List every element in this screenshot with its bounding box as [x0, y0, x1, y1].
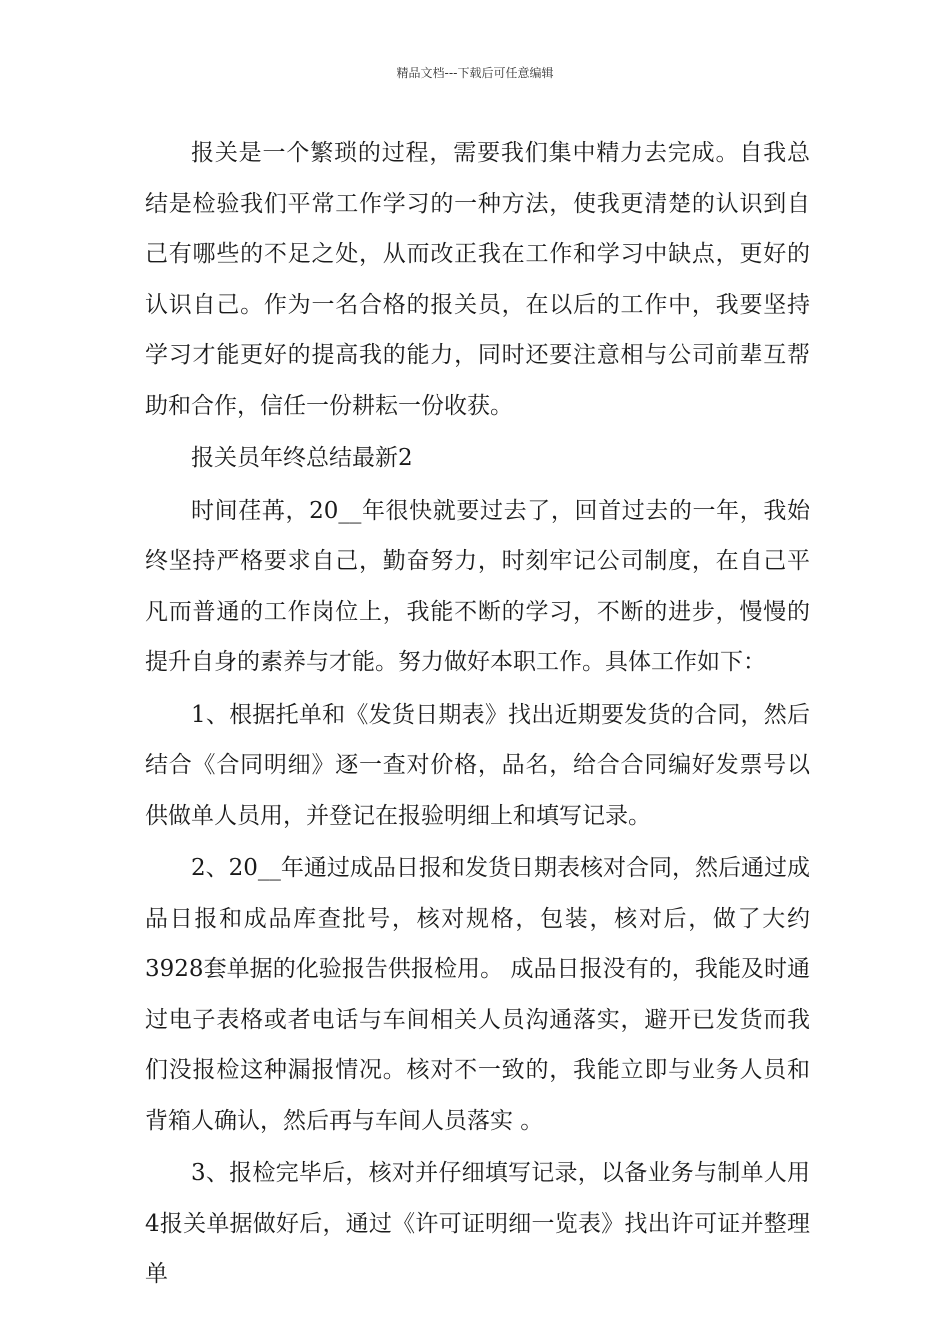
paragraph-intro: 时间荏苒，20__年很快就要过去了，回首过去的一年，我始终坚持严格要求自己，勤奋努力，时刻牢记公司制度，在自己平凡而普通的工作岗位上，我能不断的学习，不断的进步，慢慢的提升自身的素养与才能。努力做好本职工作。具体工作如下：	[145, 497, 810, 675]
paragraph-summary: 报关是一个繁琐的过程，需要我们集中精力去完成。自我总结是检验我们平常工作学习的一种方法，使我更清楚的认识到自己有哪些的不足之处，从而改正我在工作和学习中缺点，更好的认识自己。作为一名合格的报关员，在以后的工作中，我要坚持学习才能更好的提高我的能力，同时还要注意相与公司前辈互帮助和合作，信任一份耕耘一份收获。	[145, 140, 810, 419]
paragraph-item-2: 2、20__年通过成品日报和发货日期表核对合同，然后通过成品日报和成品库查批号，核对规格，包装，核对后，做了大约3928套单据的化验报告供报检用。 成品日报没有的，我能及时通过电子表格或者电话与车间相关人员沟通落实，避开已发货而我们没报检这种漏报情况。核对不一致的，我能立即与业务人员和背箱人确认，然后再与车间人员落实 。	[145, 855, 810, 1134]
paragraph-item-3: 3、报检完毕后，核对并仔细填写记录，以备业务与制单人用 4报关单据做好后，通过《许可证明细一览表》找出许可证并整理单	[145, 1160, 810, 1287]
document-body	[145, 128, 810, 1302]
section-heading: 报关员年终总结最新2	[191, 445, 413, 471]
paragraph-item-1: 1、根据托单和《发货日期表》找出近期要发货的合同，然后结合《合同明细》逐一查对价格，品名，给合合同编好发票号以供做单人员用，并登记在报验明细上和填写记录。	[145, 701, 810, 829]
page-header: 精品文档---下载后可任意编辑	[396, 66, 554, 80]
